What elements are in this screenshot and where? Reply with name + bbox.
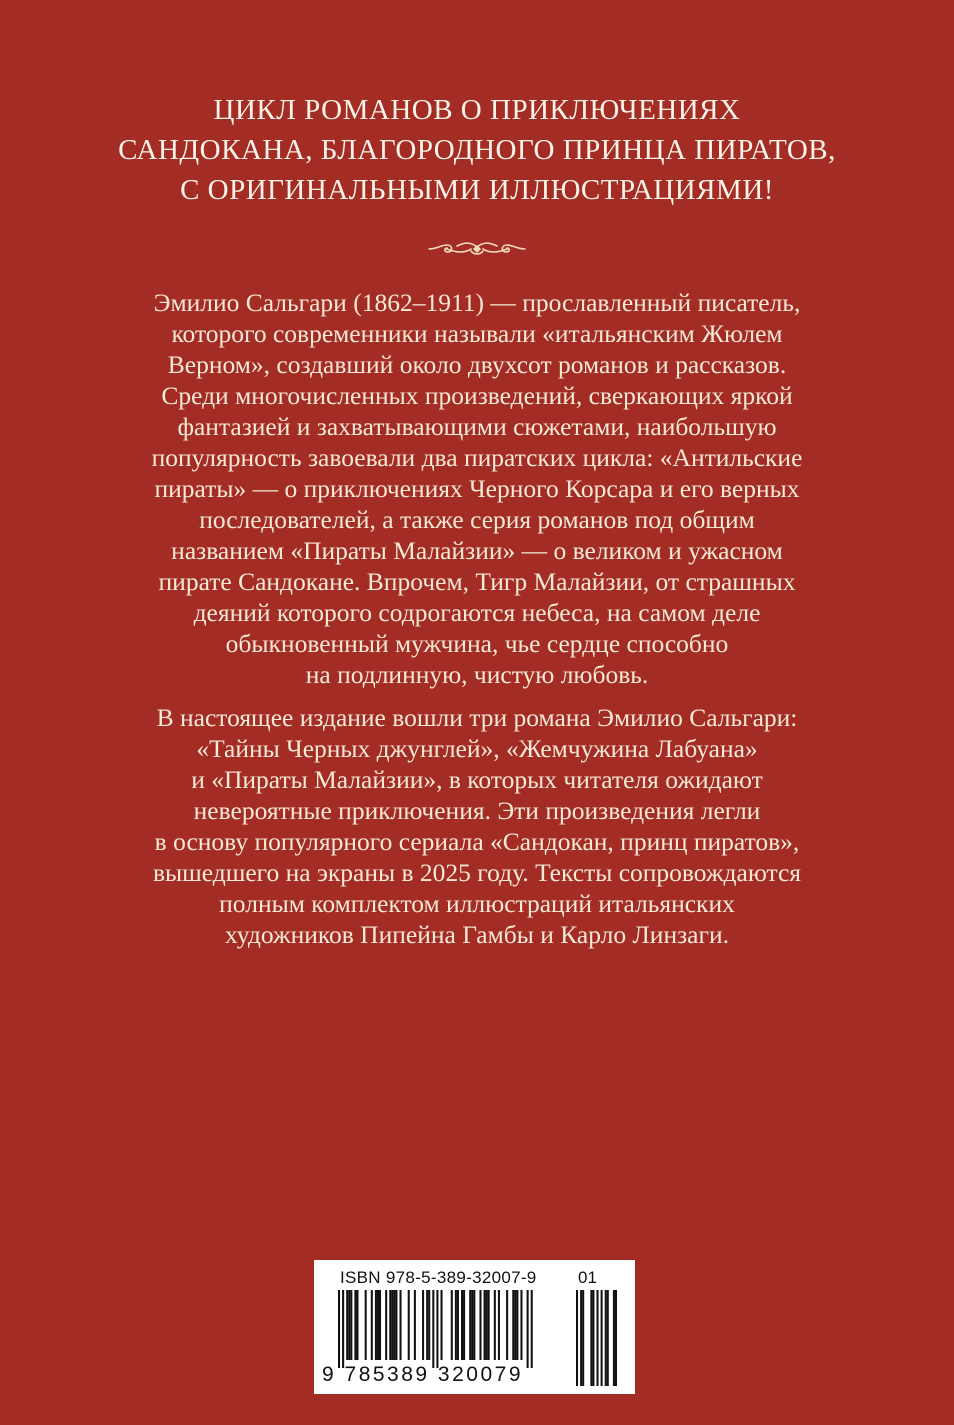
barcode-bar [354,1290,356,1360]
barcode-bar [441,1290,443,1360]
text-line: обыкновенный мужчина, чье сердце способно [225,629,729,658]
barcode-addon-bar [576,1290,578,1386]
barcode-bar [455,1290,457,1360]
barcode-bar [451,1290,453,1360]
text-line: Верном», создавший около двухсот романов и рассказов. [167,350,787,379]
barcode-bar [498,1290,500,1360]
flourish-divider-icon [427,236,527,262]
barcode-bar [365,1290,367,1360]
cover-heading [0,90,954,210]
barcode-bar [422,1290,424,1360]
heading-line-2: САНДОКАНА, БЛАГОРОДНОГО ПРИНЦА ПИРАТОВ, [118,134,836,166]
text-line: Среди многочисленных произведений, сверкающих яркой [161,381,793,410]
heading-line-3: С ОРИГИНАЛЬНЫМИ ИЛЛЮСТРАЦИЯМИ! [180,174,774,206]
barcode-guard-bar [338,1290,340,1368]
barcode-bar [479,1290,481,1360]
heading-line-1: ЦИКЛ РОМАНОВ О ПРИКЛЮЧЕНИЯХ [213,94,741,126]
barcode-bar [426,1290,428,1360]
addon-code: 01 [578,1268,597,1287]
barcode-bar [428,1290,430,1360]
barcode-guard-bar [342,1290,344,1368]
barcode-bar [473,1290,475,1360]
barcode-addon-bar [580,1290,582,1386]
barcode-addon-bar [607,1290,609,1386]
description [100,287,854,962]
text-line: в основу популярного сериала «Сандокан, принц пиратов», [154,827,800,856]
barcode-bar [356,1290,358,1360]
barcode-bar [389,1290,391,1360]
barcode-addon-bar [590,1290,592,1386]
barcode-bar [391,1290,393,1360]
text-line: вышедшего на экраны в 2025 году. Тексты сопровождаются [152,858,802,887]
text-line: невероятные приключения. Эти произведения легли [193,796,761,825]
barcode-guard-bar [527,1290,529,1368]
barcode-addon-bar [613,1290,615,1386]
barcode-bar [506,1290,508,1360]
barcode-bar [469,1290,471,1360]
barcode-bar [463,1290,465,1360]
text-line: фантазией и захватывающими сюжетами, наибольшую [177,412,777,441]
barcode-bar [457,1290,459,1360]
isbn-number: ISBN 978-5-389-32007-9 [340,1268,537,1287]
text-line: пирате Сандокане. Впрочем, Тигр Малайзии, от страшных [158,567,796,596]
barcode-guard-bar [436,1290,438,1368]
barcode-addon-bar [582,1290,584,1386]
text-line: популярность завоевали два пиратских цикла: «Антильские [151,443,803,472]
barcode-bar [486,1290,488,1360]
barcode-bar [520,1290,522,1360]
barcode-bar [488,1290,490,1360]
text-line: полным комплектом иллюстраций итальянских [219,889,735,918]
barcode-bar [512,1290,514,1360]
description-paragraph-2 [100,702,854,950]
barcode-bar [371,1290,373,1360]
barcode-bar [379,1290,381,1360]
barcode-bar [348,1290,350,1360]
barcode-label [314,1260,635,1394]
text-line: которого современники называли «итальянским Жюлем [171,319,783,348]
text-line: «Тайны Черных джунглей», «Жемчужина Лабуана» [196,734,758,763]
barcode-bar [346,1290,348,1360]
text-line: на подлинную, чистую любовь. [305,660,649,689]
barcode-bar [350,1290,352,1360]
barcode-bar [516,1290,518,1360]
barcode-bar [514,1290,516,1360]
barcode-bar [400,1290,402,1360]
barcode-guard-bar [531,1290,533,1368]
barcode-bar [377,1290,379,1360]
barcode-addon-bar [592,1290,594,1386]
text-line: художников Пипейна Гамбы и Карло Линзаги. [225,920,729,949]
barcode-addon-bar [615,1290,617,1386]
barcode-addon-bar [601,1290,603,1386]
barcode-bar [408,1290,410,1360]
barcode-bar [494,1290,496,1360]
text-line: Эмилио Сальгари (1862–1911) — прославленный писатель, [153,288,801,317]
barcode-bar [375,1290,377,1360]
barcode-bar [414,1290,416,1360]
barcode-bar [461,1290,463,1360]
text-line: В настоящее издание вошли три романа Эмилио Сальгари: [156,703,798,732]
barcode-bar [393,1290,395,1360]
ean-digits: 9 785389 320079 [322,1363,523,1386]
text-line: пираты» — о приключениях Черного Корсара и его верных [154,474,800,503]
text-line: названием «Пираты Малайзии» — о великом и ужасном [171,536,783,565]
barcode-bar [471,1290,473,1360]
barcode-addon-bar [605,1290,607,1386]
barcode-bar [484,1290,486,1360]
text-line: деяний которого содрогаются небеса, на самом деле [193,598,761,627]
text-line: и «Пираты Малайзии», в которых читателя ожидают [191,765,763,794]
barcode-addon-bar [597,1290,599,1386]
barcode-bar [385,1290,387,1360]
text-line: последователей, а также серия романов под общим [199,505,755,534]
barcode-bar [395,1290,397,1360]
description-paragraph-1 [100,287,854,690]
barcode-guard-bar [432,1290,434,1368]
